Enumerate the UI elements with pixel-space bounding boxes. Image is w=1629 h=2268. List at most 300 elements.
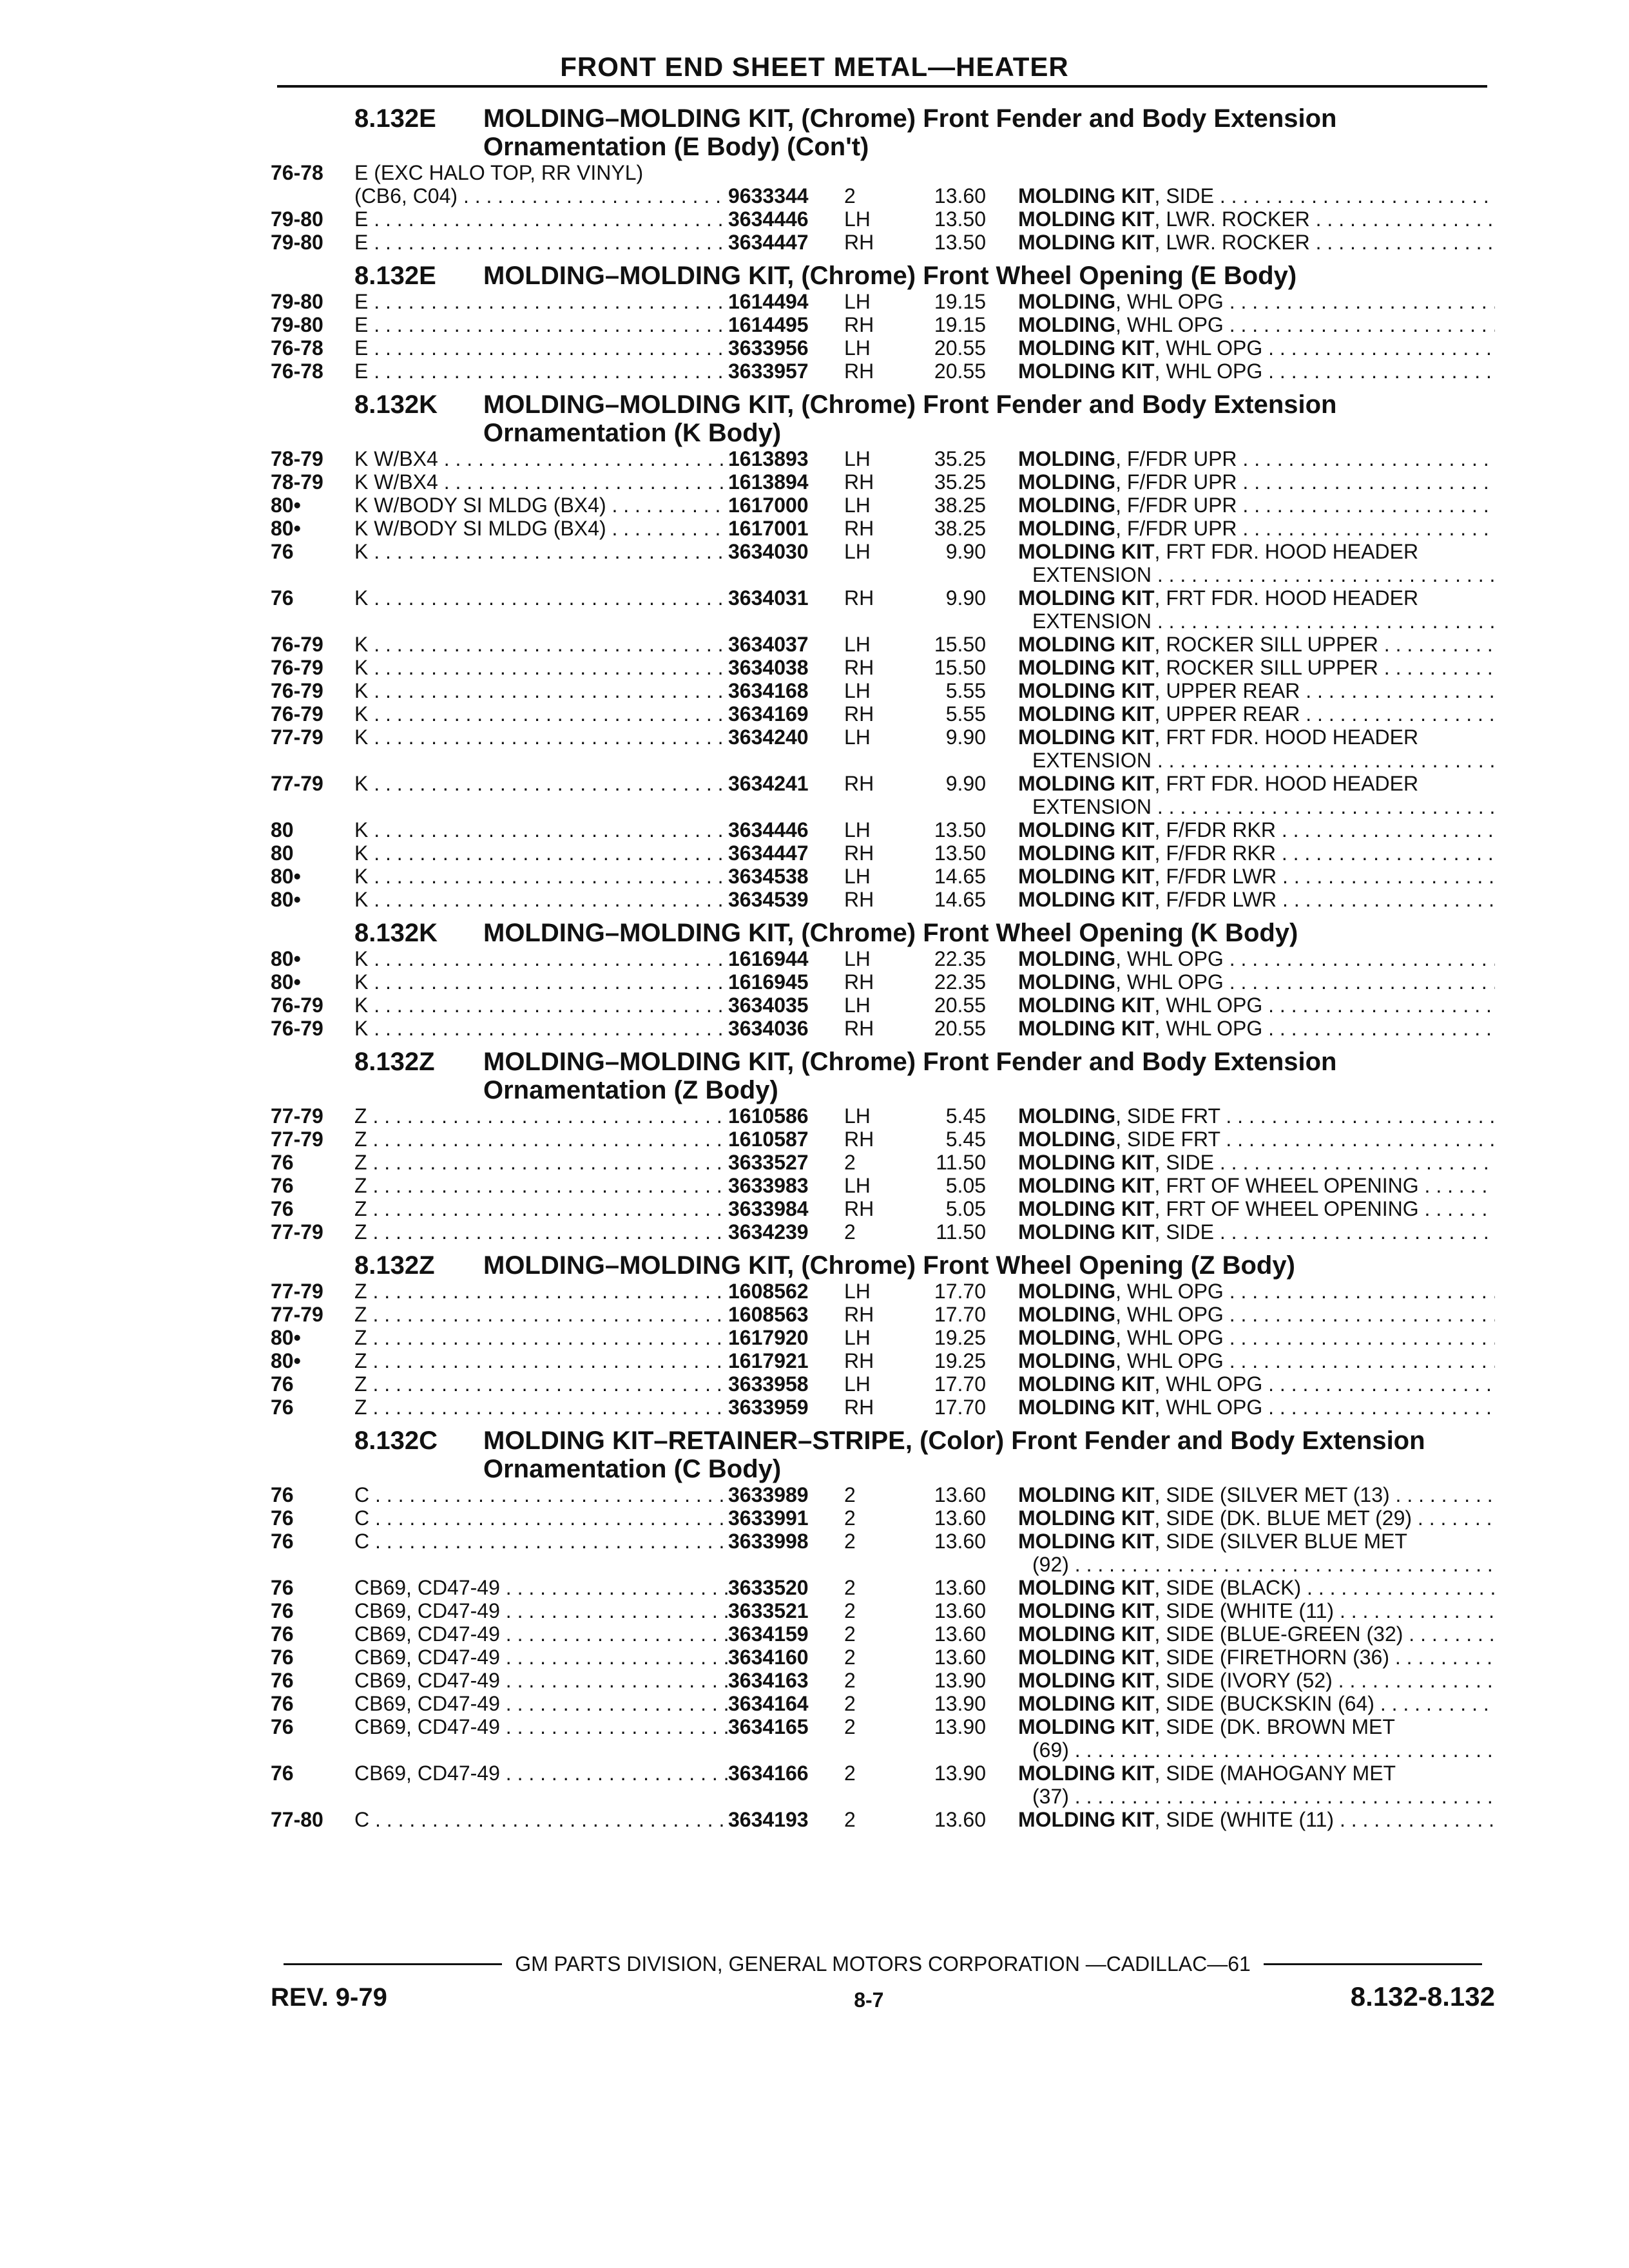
section-title: MOLDING–MOLDING KIT, (Chrome) Front Wheel Opening (Z Body) [483,1251,1295,1280]
description-line [1018,888,1495,911]
price: 22.35 [934,947,986,970]
description-line [1018,1483,1495,1506]
description-bold: MOLDING [1018,1326,1116,1349]
table-row [271,586,1495,633]
description-bold: MOLDING KIT [1018,207,1155,231]
model-year: 76-78 [271,161,323,184]
price: 5.05 [945,1197,986,1220]
description-bold: MOLDING [1018,1303,1116,1326]
description-text: , F/FDR UPR [1115,447,1237,470]
description [1018,1197,1495,1220]
section [271,1251,1495,1419]
description [1018,1174,1495,1197]
application: Z . . . [354,1128,728,1151]
price: 20.55 [934,336,986,360]
table-row [271,656,1495,679]
table-row [271,470,1495,494]
description-text: , LWR. ROCKER [1154,207,1310,231]
description-line [1018,1669,1495,1692]
part-number: 3633984 [728,1197,809,1220]
description-text: , WHL OPG [1115,1280,1224,1303]
section [271,104,1495,254]
description-bold: MOLDING [1018,494,1116,517]
price: 13.60 [934,1622,986,1646]
description-line [1018,1506,1495,1530]
price: 9.90 [945,726,986,749]
table-row [271,702,1495,726]
table-row [271,360,1495,383]
price: 19.15 [934,290,986,313]
model-year: 77-79 [271,1280,323,1303]
description-text: , F/FDR LWR [1154,888,1277,911]
description-text: , SIDE (MAHOGANY MET [1154,1762,1396,1785]
description [1018,1622,1495,1646]
model-year: 76-79 [271,994,323,1017]
part-number: 3633959 [728,1396,809,1419]
table-row [271,1349,1495,1372]
part-number: 3634539 [728,888,809,911]
quantity: RH [844,470,874,494]
description-text: , SIDE (SILVER BLUE MET [1154,1530,1407,1553]
description-bold: MOLDING [1018,470,1116,494]
description [1018,818,1495,841]
model-year: 76 [271,1483,294,1506]
part-number: 1617000 [728,494,809,517]
part-number: 3634030 [728,540,809,563]
description [1018,1599,1495,1622]
application: K . . . [354,540,728,563]
description [1018,1017,1495,1040]
price: 13.50 [934,231,986,254]
description-bold: MOLDING KIT [1018,726,1155,749]
page-number: 8-7 [854,1988,884,2012]
application: E . . . [354,313,728,336]
quantity: 2 [844,184,856,207]
table-row [271,1483,1495,1506]
description [1018,1808,1495,1831]
description-line [1018,470,1495,494]
quantity: 2 [844,1483,856,1506]
part-number: 3633956 [728,336,809,360]
description-bold: MOLDING KIT [1018,1646,1155,1669]
description-bold: MOLDING KIT [1018,1576,1155,1599]
part-number: 3634165 [728,1715,809,1738]
table-row [271,888,1495,911]
description [1018,1128,1495,1151]
model-year: 76 [271,1646,294,1669]
table-row [271,1530,1495,1576]
description [1018,207,1495,231]
description-text: , WHL OPG [1115,1326,1224,1349]
quantity: RH [844,1017,874,1040]
part-number: 3634446 [728,207,809,231]
table-row [271,1762,1495,1808]
table-row [271,1197,1495,1220]
description-text: , SIDE FRT [1115,1128,1220,1151]
model-year: 76-79 [271,1017,323,1040]
part-number: 3633998 [728,1530,809,1553]
description [1018,1669,1495,1692]
description [1018,1151,1495,1174]
quantity: RH [844,360,874,383]
application: K . . . [354,586,728,610]
application: K . . . [354,841,728,865]
price: 17.70 [934,1303,986,1326]
description-bold: MOLDING KIT [1018,1483,1155,1506]
price: 13.60 [934,1576,986,1599]
price: 35.25 [934,447,986,470]
model-year: 80• [271,1326,301,1349]
table-row [271,1669,1495,1692]
quantity: LH [844,207,871,231]
application: E (EXC HALO TOP, RR VINYL) [354,161,644,184]
table-row [271,1220,1495,1244]
description-line [1018,970,1495,994]
section-heading [271,104,1495,161]
description-line [1018,336,1495,360]
application: K . . . [354,947,728,970]
description-text: , ROCKER SILL UPPER [1154,633,1378,656]
quantity: LH [844,494,871,517]
description-continuation: EXTENSION . . . [1018,610,1495,633]
description-line [1018,1151,1495,1174]
price: 13.60 [934,1530,986,1553]
price: 38.25 [934,494,986,517]
description [1018,865,1495,888]
footer-rule-right [1264,1963,1482,1965]
quantity: RH [844,1197,874,1220]
description-line [1018,360,1495,383]
quantity: 2 [844,1530,856,1553]
table-row [271,633,1495,656]
description-bold: MOLDING KIT [1018,1197,1155,1220]
model-year: 76 [271,1599,294,1622]
table-row [271,970,1495,994]
part-number: 3634446 [728,818,809,841]
application: K W/BX4 . . . [354,470,728,494]
description-bold: MOLDING [1018,1128,1116,1151]
price: 15.50 [934,656,986,679]
description-line [1018,1326,1495,1349]
application: Z . . . [354,1372,728,1396]
description [1018,772,1495,818]
description [1018,517,1495,540]
model-year: 76 [271,1372,294,1396]
application: E . . . [354,336,728,360]
part-number: 3634037 [728,633,809,656]
section [271,390,1495,911]
description-text: , WHL OPG [1115,1349,1224,1372]
footer [271,1981,1495,2012]
description [1018,290,1495,313]
model-year: 76-79 [271,656,323,679]
table-row [271,865,1495,888]
part-number: 3634241 [728,772,809,795]
description-bold: MOLDING KIT [1018,633,1155,656]
description-line [1018,1372,1495,1396]
application: CB69, CD47-49 . . . [354,1622,728,1646]
description [1018,947,1495,970]
description-text: , WHL OPG [1154,336,1263,360]
part-number: 3634169 [728,702,809,726]
price: 19.25 [934,1326,986,1349]
quantity: RH [844,517,874,540]
footer-publisher: GM PARTS DIVISION, GENERAL MOTORS CORPORATION —CADILLAC—61 [515,1952,1251,1975]
description [1018,184,1495,207]
application: E . . . [354,360,728,383]
description-line [1018,994,1495,1017]
price: 13.90 [934,1669,986,1692]
description [1018,1530,1495,1576]
description-text: , FRT OF WHEEL OPENING [1154,1174,1419,1197]
model-year: 76 [271,1530,294,1553]
application: Z . . . [354,1174,728,1197]
description-bold: MOLDING [1018,970,1116,994]
description-bold: MOLDING KIT [1018,1174,1155,1197]
description-text: , SIDE (WHITE (11) [1154,1599,1335,1622]
quantity: RH [844,772,874,795]
application: C . . . [354,1808,728,1831]
section-code: 8.132Z [354,1251,435,1280]
description [1018,1506,1495,1530]
description-bold: MOLDING KIT [1018,1762,1155,1785]
section [271,1427,1495,1831]
quantity: LH [844,679,871,702]
description-bold: MOLDING [1018,1104,1116,1128]
model-year: 80• [271,947,301,970]
description-text: , WHL OPG [1115,970,1224,994]
table-row [271,313,1495,336]
price: 9.90 [945,586,986,610]
description-text: , WHL OPG [1115,947,1224,970]
model-year: 76 [271,1396,294,1419]
section [271,919,1495,1040]
description-text: , LWR. ROCKER [1154,231,1310,254]
table-row [271,1372,1495,1396]
price: 13.50 [934,207,986,231]
quantity: 2 [844,1646,856,1669]
part-number: 3634168 [728,679,809,702]
part-number: 1617001 [728,517,809,540]
description-line [1018,1349,1495,1372]
description-line [1018,726,1495,749]
price: 11.50 [936,1220,986,1244]
table-row [271,726,1495,772]
part-number: 3634538 [728,865,809,888]
description-line [1018,517,1495,540]
description-bold: MOLDING KIT [1018,888,1155,911]
price: 13.60 [934,1646,986,1669]
price: 17.70 [934,1396,986,1419]
table-row [271,494,1495,517]
description [1018,702,1495,726]
section-heading [271,262,1495,290]
table-row [271,1174,1495,1197]
page-title: FRONT END SHEET METAL—HEATER [560,52,1069,82]
quantity: LH [844,726,871,749]
model-year: 79-80 [271,313,323,336]
price: 5.55 [945,679,986,702]
quantity: 2 [844,1151,856,1174]
description-text: , ROCKER SILL UPPER [1154,656,1378,679]
part-number: 3633957 [728,360,809,383]
price: 13.90 [934,1715,986,1738]
quantity: 2 [844,1669,856,1692]
table-row [271,1576,1495,1599]
price: 19.15 [934,313,986,336]
price: 14.65 [934,888,986,911]
description-bold: MOLDING KIT [1018,841,1155,865]
description [1018,888,1495,911]
description [1018,336,1495,360]
description [1018,841,1495,865]
quantity: LH [844,633,871,656]
part-number: 3633521 [728,1599,809,1622]
quantity: RH [844,888,874,911]
footer-publisher-line [271,1952,1495,1976]
description-line [1018,1220,1495,1244]
table-row [271,841,1495,865]
section-range: 8.132-8.132 [1350,1981,1495,2012]
application: C . . . [354,1483,728,1506]
description-line [1018,1174,1495,1197]
application: K . . . [354,702,728,726]
description-bold: MOLDING KIT [1018,1715,1155,1738]
application: K W/BODY SI MLDG (BX4) . . . [354,494,728,517]
model-year: 77-79 [271,726,323,749]
model-year: 76 [271,1762,294,1785]
application: CB69, CD47-49 . . . [354,1646,728,1669]
quantity: LH [844,336,871,360]
model-year: 76 [271,1506,294,1530]
model-year: 80• [271,494,301,517]
description-text: , UPPER REAR [1154,702,1300,726]
section-code: 8.132E [354,104,436,133]
description-line [1018,540,1495,563]
price: 13.50 [934,818,986,841]
price: 22.35 [934,970,986,994]
part-number: 3634239 [728,1220,809,1244]
description-bold: MOLDING KIT [1018,1220,1155,1244]
quantity: LH [844,865,871,888]
description-text: , WHL OPG [1115,1303,1224,1326]
quantity: 2 [844,1220,856,1244]
quantity: RH [844,1303,874,1326]
price: 13.90 [934,1692,986,1715]
application: E . . . [354,290,728,313]
price: 19.25 [934,1349,986,1372]
description-bold: MOLDING KIT [1018,679,1155,702]
application: Z . . . [354,1396,728,1419]
application: Z . . . [354,1220,728,1244]
description-text: , SIDE FRT [1115,1104,1220,1128]
model-year: 76-78 [271,336,323,360]
part-number: 3634031 [728,586,809,610]
description-line [1018,947,1495,970]
description-bold: MOLDING [1018,517,1116,540]
section-code: 8.132C [354,1427,438,1455]
quantity: LH [844,1326,871,1349]
description-line [1018,494,1495,517]
model-year: 76 [271,1576,294,1599]
table-row [271,290,1495,313]
price: 15.50 [934,633,986,656]
description-text: , WHL OPG [1154,1017,1263,1040]
table-row [271,447,1495,470]
description-text: , FRT FDR. HOOD HEADER [1154,586,1419,610]
description-continuation: (69) . . . [1018,1738,1495,1762]
table-row [271,231,1495,254]
application: E . . . [354,207,728,231]
description-text: , F/FDR UPR [1115,470,1237,494]
description-line [1018,1762,1495,1785]
model-year: 79-80 [271,290,323,313]
description-text: , SIDE (SILVER MET (13) [1154,1483,1390,1506]
quantity: 2 [844,1692,856,1715]
model-year: 76 [271,540,294,563]
model-year: 77-79 [271,772,323,795]
part-number: 1608562 [728,1280,809,1303]
description-text: , WHL OPG [1154,360,1263,383]
table-row [271,1692,1495,1715]
application: K . . . [354,726,728,749]
description [1018,1576,1495,1599]
section-heading [271,390,1495,447]
description-text: , F/FDR RKR [1154,818,1276,841]
description-bold: MOLDING KIT [1018,772,1155,795]
table-row [271,1128,1495,1151]
price: 13.60 [934,1483,986,1506]
quantity: RH [844,970,874,994]
application: K . . . [354,994,728,1017]
part-number: 1616944 [728,947,809,970]
description-text: , FRT FDR. HOOD HEADER [1154,726,1419,749]
description-line [1018,1017,1495,1040]
description-text: , SIDE (DK. BLUE MET (29) [1154,1506,1412,1530]
price: 5.05 [945,1174,986,1197]
description [1018,1280,1495,1303]
description-continuation: EXTENSION . . . [1018,563,1495,586]
description-line [1018,447,1495,470]
description-text: , SIDE (BLACK) [1154,1576,1302,1599]
table-row [271,1104,1495,1128]
header-rule [277,85,1487,88]
description-text: , WHL OPG [1115,313,1224,336]
description-text: , WHL OPG [1154,1396,1263,1419]
price: 13.60 [934,1599,986,1622]
description-bold: MOLDING KIT [1018,1372,1155,1396]
description-bold: MOLDING KIT [1018,1396,1155,1419]
quantity: LH [844,1104,871,1128]
model-year: 76 [271,1669,294,1692]
application: K W/BODY SI MLDG (BX4) . . . [354,517,728,540]
application: K . . . [354,865,728,888]
application: K . . . [354,633,728,656]
description-bold: MOLDING KIT [1018,1530,1155,1553]
part-number: 1610586 [728,1104,809,1128]
description-line [1018,290,1495,313]
description-bold: MOLDING KIT [1018,865,1155,888]
part-number: 1614494 [728,290,809,313]
quantity: RH [844,1396,874,1419]
model-year: 79-80 [271,207,323,231]
model-year: 80• [271,517,301,540]
description-line [1018,231,1495,254]
part-number: 1613894 [728,470,809,494]
part-number: 1617920 [728,1326,809,1349]
quantity: RH [844,1349,874,1372]
description [1018,1303,1495,1326]
